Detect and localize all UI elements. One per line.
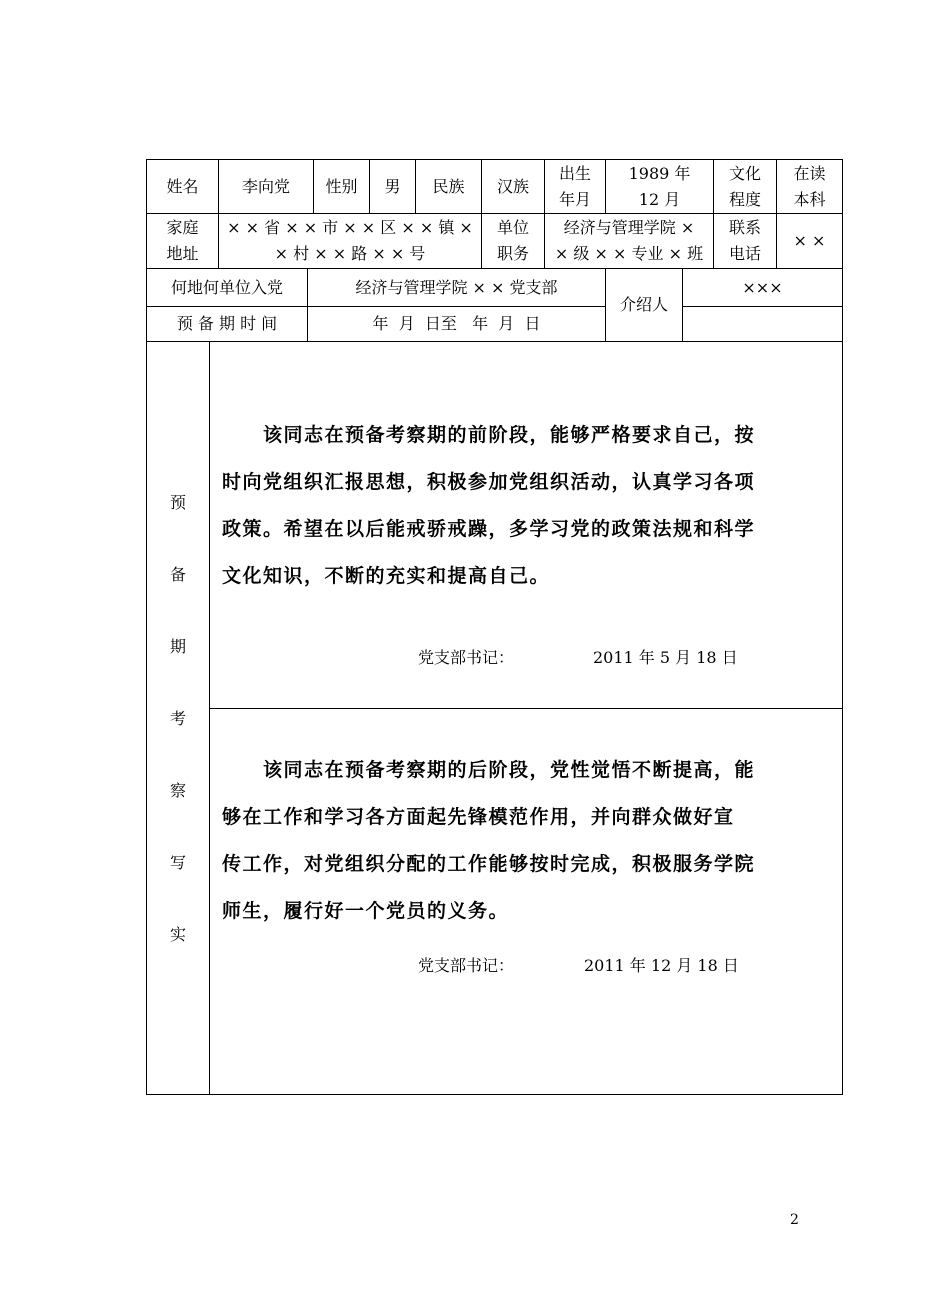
birth-label-line: 年月 bbox=[558, 189, 591, 209]
address-label-line: 家庭 bbox=[166, 218, 199, 237]
side-label-char: 期 bbox=[169, 637, 186, 656]
join-label: 何地何单位入党 bbox=[170, 277, 283, 297]
address-label-line: 地址 bbox=[166, 244, 199, 263]
education-label-line: 文化 bbox=[728, 163, 761, 183]
introducer-value bbox=[683, 307, 842, 341]
signer-label: 党支部书记： bbox=[418, 956, 515, 975]
education-label bbox=[714, 160, 776, 213]
signer-label: 党支部书记： bbox=[418, 648, 515, 667]
col-divider bbox=[209, 341, 210, 1095]
birth-value-line: 1989 年 bbox=[628, 163, 691, 183]
unit-label-line: 单位 bbox=[496, 218, 529, 237]
name-value: 李向党 bbox=[241, 176, 290, 196]
period-label: 预 备 期 时 间 bbox=[176, 314, 278, 333]
page-number: 2 bbox=[790, 1212, 799, 1228]
birth-value bbox=[606, 160, 713, 213]
join-value: 经济与管理学院 × × 党支部 bbox=[355, 277, 558, 297]
introducer-label: 介绍人 bbox=[619, 295, 668, 314]
education-value-line: 本科 bbox=[793, 189, 826, 209]
section-divider bbox=[209, 708, 843, 709]
ethnicity-value: 汉族 bbox=[496, 176, 529, 196]
side-label-char: 预 bbox=[169, 493, 186, 512]
assessment-line: 师生，履行好一个党员的义务。 bbox=[222, 900, 510, 922]
ethnicity-label: 民族 bbox=[432, 176, 465, 196]
introducer-value: ××× bbox=[742, 277, 783, 297]
birth-label bbox=[545, 160, 605, 213]
gender-value: 男 bbox=[384, 176, 401, 196]
education-value bbox=[777, 160, 842, 213]
sign-date: 2011 年 12 月 18 日 bbox=[584, 956, 739, 975]
education-value-line: 在读 bbox=[793, 163, 826, 183]
assessment-line: 时向党组织汇报思想，积极参加党组织活动，认真学习各项 bbox=[222, 471, 756, 493]
side-label-char: 实 bbox=[169, 925, 186, 944]
phone-label-line: 联系 bbox=[728, 218, 761, 237]
unit-label bbox=[482, 214, 544, 268]
assessment-line: 文化知识，不断的充实和提高自己。 bbox=[222, 565, 551, 587]
assessment-text-second-half bbox=[222, 747, 834, 935]
birth-value-line: 12 月 bbox=[638, 189, 681, 209]
assessment-line: 传工作，对党组织分配的工作能够按时完成，积极服务学院 bbox=[222, 853, 756, 875]
unit-label-line: 职务 bbox=[496, 244, 529, 263]
assessment-line: 该同志在预备考察期的后阶段，党性觉悟不断提高，能 bbox=[222, 759, 756, 781]
side-label-char: 写 bbox=[169, 853, 186, 872]
phone-value: × × bbox=[793, 231, 826, 250]
assessment-line: 够在工作和学习各方面起先锋模范作用，并向群众做好宣 bbox=[222, 806, 735, 828]
unit-value bbox=[545, 214, 713, 268]
assessment-line: 该同志在预备考察期的前阶段，能够严格要求自己，按 bbox=[222, 424, 756, 446]
phone-label-line: 电话 bbox=[728, 244, 761, 263]
assessment-line: 政策。希望在以后能戒骄戒躁，多学习党的政策法规和科学 bbox=[222, 518, 756, 540]
side-label-char: 考 bbox=[169, 709, 186, 728]
address-value-line: × × 省 × × 市 × × 区 × × 镇 × bbox=[227, 218, 473, 237]
birth-label-line: 出生 bbox=[558, 163, 591, 183]
probation-record-label bbox=[147, 342, 209, 1094]
period-value: 年 月 日至 年 月 日 bbox=[372, 314, 541, 333]
side-label-char: 察 bbox=[169, 781, 186, 800]
address-label bbox=[147, 214, 218, 268]
address-value bbox=[219, 214, 481, 268]
assessment-text-first-half bbox=[222, 412, 834, 600]
unit-value-line: 经济与管理学院 × bbox=[563, 218, 695, 237]
phone-label bbox=[714, 214, 776, 268]
gender-label: 性别 bbox=[325, 176, 358, 196]
address-value-line: × 村 × × 路 × × 号 bbox=[274, 244, 426, 263]
unit-value-line: × 级 × × 专业 × 班 bbox=[554, 244, 704, 263]
side-label-char: 备 bbox=[169, 565, 186, 584]
row-divider bbox=[146, 341, 843, 342]
education-label-line: 程度 bbox=[728, 189, 761, 209]
sign-date: 2011 年 5 月 18 日 bbox=[593, 648, 738, 667]
name-label: 姓名 bbox=[166, 176, 199, 196]
